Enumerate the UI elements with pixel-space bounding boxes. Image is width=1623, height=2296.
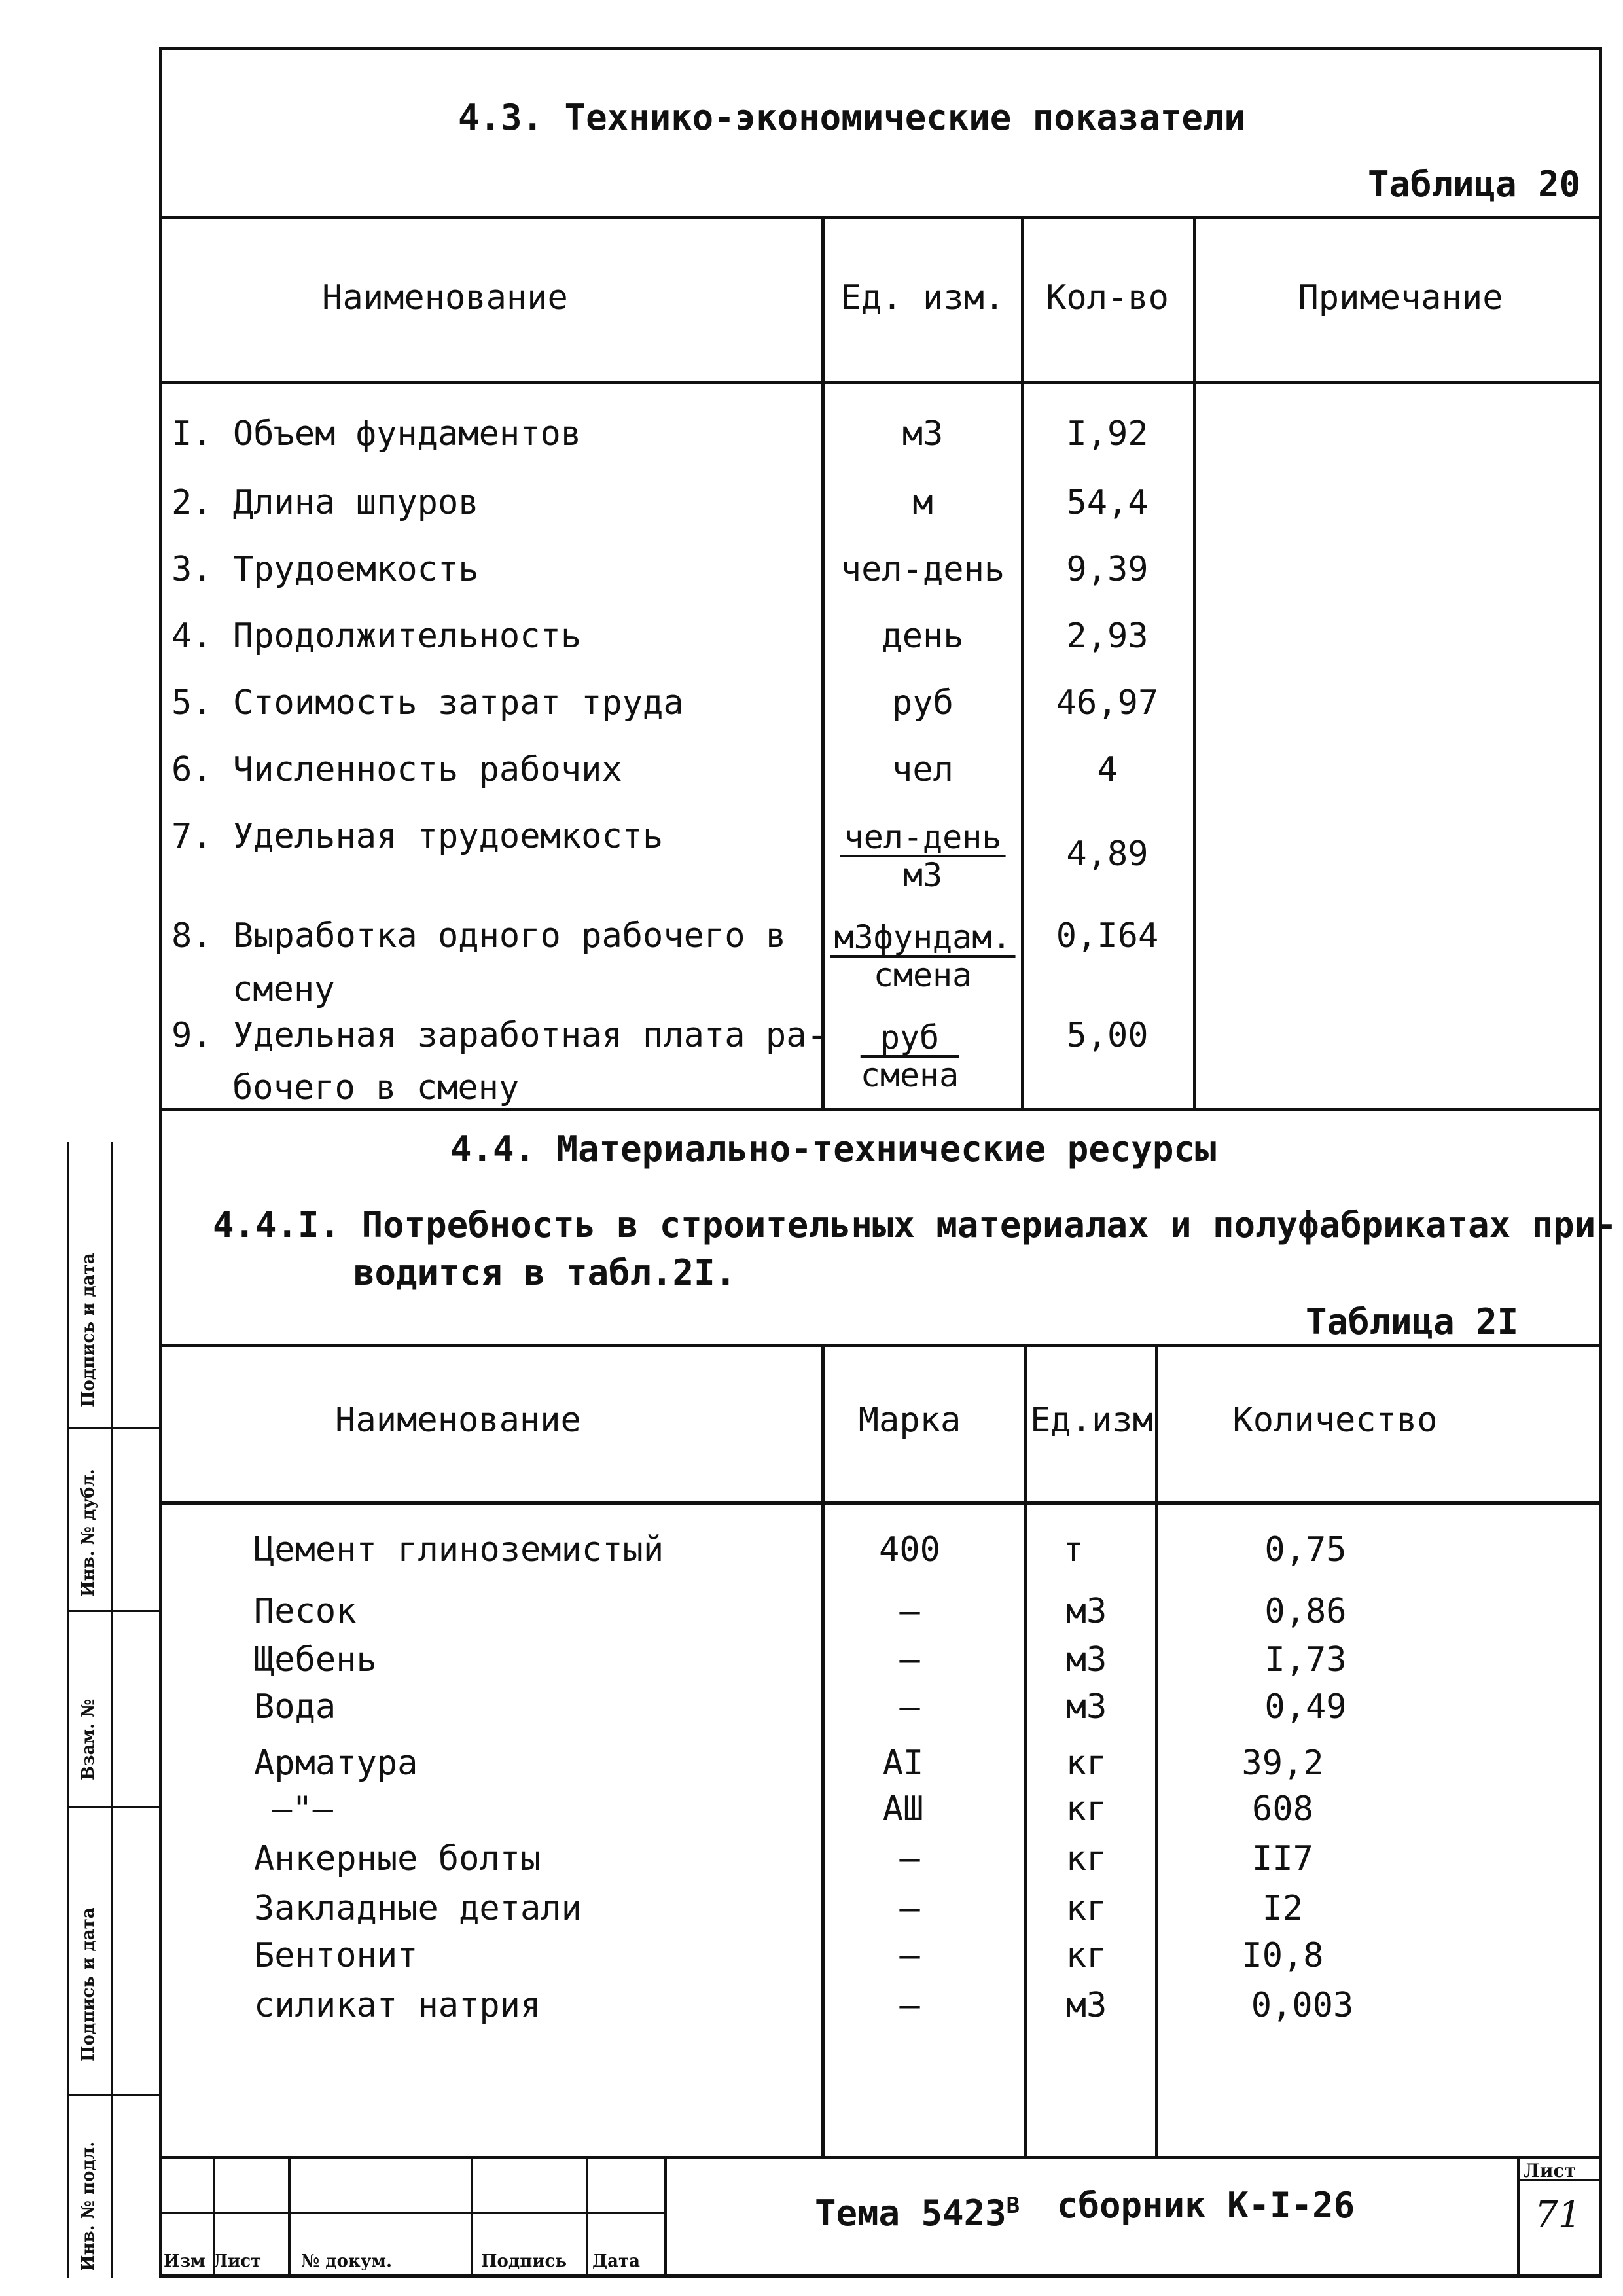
side-stamp-rule bbox=[67, 2094, 159, 2096]
stamp-top-rule bbox=[159, 2156, 1602, 2159]
table21-header-name: Наименование bbox=[335, 1401, 581, 1440]
table21-row-unit: м3 bbox=[1065, 1592, 1107, 1631]
table21-top-rule bbox=[159, 1344, 1602, 1347]
table20-row-name: 7. Удельная трудоемкость bbox=[171, 817, 664, 856]
fraction-numerator: руб bbox=[861, 1020, 959, 1058]
table20-row-name: 8. Выработка одного рабочего в bbox=[171, 916, 787, 956]
side-stamp-inv-duplicate: Инв. № дубл. bbox=[79, 1469, 98, 1597]
table21-row-qty: I0,8 bbox=[1241, 1936, 1324, 1975]
table20-row-qty: 5,00 bbox=[1066, 1016, 1149, 1055]
stamp-label-list: Лист bbox=[213, 2251, 262, 2271]
table20-row-unit-fraction bbox=[830, 920, 1016, 993]
table20-bottom-rule bbox=[159, 1108, 1602, 1111]
stamp-sheet-label: Лист bbox=[1524, 2160, 1576, 2181]
table20-row-unit-fraction bbox=[861, 1020, 959, 1093]
table21-row-qty: 0,86 bbox=[1264, 1592, 1347, 1631]
section2-title: 4.4. Материально-технические ресурсы bbox=[450, 1128, 1217, 1170]
table20-row-unit: руб bbox=[892, 683, 954, 723]
table20-row-name: I. Объем фундаментов bbox=[171, 414, 582, 454]
table20-row-qty: 4,89 bbox=[1066, 834, 1149, 874]
fraction-denominator: м3 bbox=[902, 856, 943, 894]
table21-row-unit: м3 bbox=[1065, 1640, 1107, 1679]
table20-header-qty: Кол-во bbox=[1046, 278, 1169, 317]
table20-row-name-cont: бочего в смену bbox=[232, 1068, 520, 1107]
side-stamp-outer-rule bbox=[67, 1142, 69, 2278]
table21-row-mark: – bbox=[899, 1640, 920, 1679]
table20-row-qty: 0,I64 bbox=[1056, 916, 1159, 956]
table21-row-mark: – bbox=[899, 1889, 920, 1928]
table21-row-qty: 0,003 bbox=[1251, 1986, 1354, 2025]
table21-row-qty: I,73 bbox=[1264, 1640, 1347, 1679]
side-stamp-inv-original: Инв. № подл. bbox=[79, 2141, 98, 2271]
fraction-numerator: м3фундам. bbox=[830, 920, 1016, 958]
table21-row-qty: 0,49 bbox=[1264, 1687, 1347, 1727]
table20-top-rule bbox=[159, 216, 1602, 219]
paragraph-line-1: 4.4.I. Потребность в строительных материалах и полуфабрикатах при- bbox=[213, 1204, 1617, 1246]
side-stamp-signature-date: Подпись и дата bbox=[79, 1907, 98, 2062]
table21-header-unit: Ед.изм bbox=[1030, 1401, 1153, 1440]
table21-row-qty: II7 bbox=[1252, 1839, 1313, 1878]
fraction-denominator: смена bbox=[860, 1056, 959, 1094]
table20-row-unit: чел-день bbox=[840, 550, 1005, 589]
table20-caption: Таблица 20 bbox=[1368, 164, 1581, 205]
side-stamp-inner-rule bbox=[111, 1142, 113, 2278]
table20-row-qty: I,92 bbox=[1066, 414, 1149, 454]
table20-row-qty: 54,4 bbox=[1066, 483, 1149, 522]
table20-row-unit: м bbox=[912, 483, 933, 522]
stamp-collection: сборник К-I-26 bbox=[1057, 2185, 1355, 2226]
table21-row-name: силикат натрия bbox=[254, 1986, 541, 2025]
stamp-theme bbox=[815, 2186, 1020, 2233]
table21-row-name: Закладные детали bbox=[254, 1889, 582, 1928]
table21-row-unit: кг bbox=[1065, 1889, 1107, 1928]
table21-caption: Таблица 2I bbox=[1306, 1301, 1519, 1342]
table21-row-mark: 400 bbox=[879, 1530, 940, 1570]
table21-row-qty: 39,2 bbox=[1241, 1744, 1324, 1783]
table21-row-qty: 608 bbox=[1252, 1789, 1313, 1829]
table20-row-name: 3. Трудоемкость bbox=[171, 550, 479, 589]
section-title: 4.3. Технико-экономические показатели bbox=[458, 97, 1245, 138]
table20-row-name: 9. Удельная заработная плата ра- bbox=[171, 1016, 827, 1055]
table20-header-unit: Ед. изм. bbox=[840, 278, 1005, 317]
stamp-divider bbox=[288, 2156, 291, 2278]
table20-col-divider-2 bbox=[1021, 216, 1024, 1109]
table20-row-name-cont: смену bbox=[232, 970, 335, 1009]
table20-col-divider-1 bbox=[821, 216, 825, 1109]
table21-header-qty: Количество bbox=[1232, 1401, 1438, 1440]
table20-header-note: Примечание bbox=[1298, 278, 1503, 317]
table21-row-mark: – bbox=[899, 1839, 920, 1878]
table21-header-rule bbox=[159, 1501, 1602, 1505]
stamp-divider bbox=[471, 2156, 473, 2278]
table20-row-qty: 4 bbox=[1097, 750, 1118, 789]
table21-row-unit: кг bbox=[1065, 1744, 1107, 1783]
table21-row-unit: т bbox=[1063, 1530, 1084, 1570]
table20-header-rule bbox=[159, 381, 1602, 384]
table21-row-name: Вода bbox=[254, 1687, 336, 1727]
side-stamp-rule bbox=[67, 1806, 159, 1808]
table21-row-name: Арматура bbox=[254, 1744, 418, 1783]
table21-row-unit: кг bbox=[1065, 1789, 1107, 1829]
stamp-divider bbox=[1517, 2156, 1520, 2278]
stamp-divider bbox=[664, 2156, 667, 2278]
side-stamp-signature-date: Подпись и дата bbox=[79, 1253, 98, 1407]
table21-header-mark: Марка bbox=[858, 1401, 961, 1440]
fraction-denominator: смена bbox=[873, 956, 972, 994]
side-stamp-replacement: Взам. № bbox=[79, 1698, 98, 1780]
table21-col-divider-1 bbox=[821, 1344, 825, 2157]
table20-row-unit: чел bbox=[892, 750, 954, 789]
table20-row-qty: 46,97 bbox=[1056, 683, 1159, 723]
fraction-numerator: чел-день bbox=[840, 819, 1006, 857]
table21-row-unit: м3 bbox=[1065, 1986, 1107, 2025]
table21-row-name: Анкерные болты bbox=[254, 1839, 541, 1878]
table20-row-name: 5. Стоимость затрат труда bbox=[171, 683, 684, 723]
table21-row-mark: – bbox=[899, 1986, 920, 2025]
table20-row-qty: 9,39 bbox=[1066, 550, 1149, 589]
stamp-label-izm: Изм bbox=[164, 2251, 205, 2271]
theme-number: Тема 5423 bbox=[815, 2193, 1007, 2234]
table20-row-name: 4. Продолжительность bbox=[171, 617, 582, 656]
table21-row-qty: I2 bbox=[1262, 1889, 1304, 1928]
stamp-label-signature: Подпись bbox=[481, 2251, 567, 2271]
table21-row-name: Песок bbox=[254, 1592, 357, 1631]
table20-row-name: 6. Численность рабочих bbox=[171, 750, 622, 789]
table20-row-unit: м3 bbox=[902, 414, 944, 454]
table20-row-unit: день bbox=[882, 617, 964, 656]
paragraph-line-2: водится в табл.2I. bbox=[353, 1252, 737, 1293]
table21-row-mark: – bbox=[899, 1687, 920, 1727]
table21-row-mark: – bbox=[899, 1592, 920, 1631]
table21-row-unit: кг bbox=[1065, 1936, 1107, 1975]
table21-row-name: Цемент глиноземистый bbox=[254, 1530, 664, 1570]
table20-header-name: Наименование bbox=[322, 278, 568, 317]
table21-row-unit: кг bbox=[1065, 1839, 1107, 1878]
side-stamp-rule bbox=[67, 1427, 159, 1429]
stamp-sheet-number: 71 bbox=[1535, 2194, 1582, 2236]
table21-row-qty: 0,75 bbox=[1264, 1530, 1347, 1570]
table20-col-divider-3 bbox=[1193, 216, 1196, 1109]
table21-row-name: –"– bbox=[272, 1789, 333, 1829]
table20-row-qty: 2,93 bbox=[1066, 617, 1149, 656]
stamp-label-doc-no: № докум. bbox=[301, 2251, 393, 2271]
table20-row-unit-fraction bbox=[840, 819, 1006, 893]
table21-row-name: Бентонит bbox=[254, 1936, 418, 1975]
stamp-divider bbox=[586, 2156, 588, 2278]
table21-row-name: Щебень bbox=[254, 1640, 377, 1679]
table21-row-mark: АШ bbox=[882, 1789, 924, 1829]
side-stamp-rule bbox=[67, 1610, 159, 1612]
table21-col-divider-3 bbox=[1155, 1344, 1158, 2157]
table21-row-unit: м3 bbox=[1065, 1687, 1107, 1727]
table21-row-mark: АI bbox=[882, 1744, 924, 1783]
table20-row-name: 2. Длина шпуров bbox=[171, 483, 479, 522]
stamp-label-date: Дата bbox=[592, 2251, 640, 2271]
table21-col-divider-2 bbox=[1024, 1344, 1027, 2157]
table21-row-mark: – bbox=[899, 1936, 920, 1975]
stamp-mid-rule bbox=[159, 2212, 666, 2214]
theme-superscript: В bbox=[1006, 2193, 1020, 2219]
